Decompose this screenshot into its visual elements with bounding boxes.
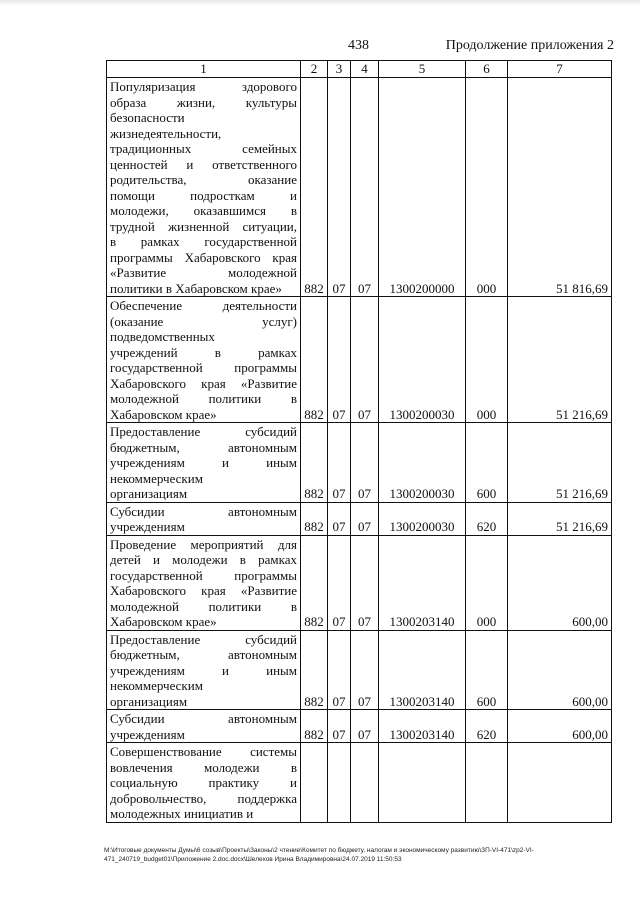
description-line: политики в Хабаровском крае» bbox=[110, 280, 282, 296]
table-row bbox=[107, 78, 612, 297]
page-number: 438 bbox=[348, 38, 369, 53]
footer-line: М:\Итоговые документы Думы\6 созыв\Проекты\Законы\2 чтение\Комитет по бюджету, налогам и экономическому развитию\ЗП-VI-471\zp2-VI- bbox=[104, 847, 534, 854]
section-code: 07 bbox=[328, 710, 351, 743]
description-line: некоммерческим bbox=[110, 678, 203, 693]
description-line: Предоставление субсидий bbox=[110, 424, 297, 439]
footer-line: 471_240719_budget01\Приложение 2.doc.docx\Шелехов Ирина Владимировна\24.07.2019 11:50:53 bbox=[104, 856, 402, 863]
description-line: молодежной политики в bbox=[110, 598, 297, 614]
section-code: 07 bbox=[328, 297, 351, 423]
table-header-row bbox=[107, 61, 612, 78]
description-line: бюджетным, автономным bbox=[110, 439, 297, 455]
description-line: учреждениям bbox=[110, 519, 185, 534]
description-line: традиционных семейных bbox=[110, 141, 297, 156]
amount: 51 216,69 bbox=[508, 297, 612, 423]
description-line: помощи подросткам и bbox=[110, 187, 297, 203]
description-line: организациям bbox=[110, 486, 188, 501]
target-article-code: 1300200030 bbox=[379, 502, 466, 535]
description-line: Хабаровского края «Развитие bbox=[110, 375, 297, 391]
description-line: Совершенствование системы bbox=[110, 744, 297, 759]
expense-type-code: 000 bbox=[466, 78, 508, 297]
admin-code: 882 bbox=[301, 78, 328, 297]
table-row bbox=[107, 630, 612, 710]
expense-type-code: 600 bbox=[466, 423, 508, 503]
description-line: жизнедеятельности, bbox=[110, 125, 222, 141]
amount: 600,00 bbox=[508, 630, 612, 710]
continuation-label: Продолжение приложения 2 bbox=[445, 38, 614, 53]
expense-type-code: 000 bbox=[466, 535, 508, 630]
description-line: «Развитие молодежной bbox=[110, 265, 297, 280]
column-header: 1 bbox=[107, 61, 301, 78]
target-article-code: 1300200030 bbox=[379, 423, 466, 503]
amount bbox=[508, 743, 612, 823]
description-line: молодежных инициатив и bbox=[110, 806, 254, 821]
row-description bbox=[107, 297, 301, 423]
description-line: образа жизни, культуры bbox=[110, 94, 297, 110]
description-line: Обеспечение деятельности bbox=[110, 298, 297, 313]
description-line: Популяризация здорового bbox=[110, 79, 297, 94]
description-line: организациям bbox=[110, 693, 188, 709]
admin-code bbox=[301, 743, 328, 823]
description-line: Хабаровском крае» bbox=[110, 406, 217, 422]
amount: 51 816,69 bbox=[508, 78, 612, 297]
description-line: некоммерческим bbox=[110, 470, 203, 486]
section-code: 07 bbox=[328, 78, 351, 297]
column-header: 7 bbox=[508, 61, 612, 78]
row-description bbox=[107, 710, 301, 743]
description-line: бюджетным, автономным bbox=[110, 647, 297, 662]
expense-type-code: 600 bbox=[466, 630, 508, 710]
description-line: безопасности bbox=[110, 110, 185, 125]
description-line: добровольчество, поддержка bbox=[110, 790, 297, 806]
row-description bbox=[107, 743, 301, 823]
target-article-code: 1300203140 bbox=[379, 535, 466, 630]
amount: 600,00 bbox=[508, 710, 612, 743]
column-header: 2 bbox=[301, 61, 328, 78]
subsection-code: 07 bbox=[351, 78, 379, 297]
description-line: молодежи, оказавшимся в bbox=[110, 203, 297, 218]
description-line: программы Хабаровского края bbox=[110, 249, 297, 265]
amount: 600,00 bbox=[508, 535, 612, 630]
description-line: Субсидии автономным bbox=[110, 711, 297, 726]
admin-code: 882 bbox=[301, 297, 328, 423]
description-line: учреждениям bbox=[110, 726, 185, 742]
admin-code: 882 bbox=[301, 535, 328, 630]
description-line: детей и молодежи в рамках bbox=[110, 552, 297, 567]
scan-top-edge bbox=[0, 0, 640, 6]
description-line: Субсидии автономным bbox=[110, 503, 297, 519]
description-line: Предоставление субсидий bbox=[110, 631, 297, 647]
description-line: родительства, оказание bbox=[110, 172, 297, 187]
target-article-code: 1300200030 bbox=[379, 297, 466, 423]
budget-table bbox=[106, 60, 612, 823]
description-line: в рамках государственной bbox=[110, 234, 297, 249]
description-line: Хабаровском крае» bbox=[110, 614, 217, 629]
target-article-code bbox=[379, 743, 466, 823]
column-header: 3 bbox=[328, 61, 351, 78]
subsection-code: 07 bbox=[351, 423, 379, 503]
description-line: Проведение мероприятий для bbox=[110, 536, 297, 552]
section-code: 07 bbox=[328, 535, 351, 630]
description-line: трудной жизненной ситуации, bbox=[110, 218, 297, 234]
row-description bbox=[107, 630, 301, 710]
admin-code: 882 bbox=[301, 630, 328, 710]
target-article-code: 1300203140 bbox=[379, 710, 466, 743]
expense-type-code: 000 bbox=[466, 297, 508, 423]
column-header: 5 bbox=[379, 61, 466, 78]
subsection-code bbox=[351, 743, 379, 823]
description-line: учреждениям и иным bbox=[110, 662, 297, 678]
admin-code: 882 bbox=[301, 502, 328, 535]
row-description bbox=[107, 502, 301, 535]
description-line: молодежной политики в bbox=[110, 391, 297, 406]
table-row bbox=[107, 535, 612, 630]
amount: 51 216,69 bbox=[508, 502, 612, 535]
table-row bbox=[107, 710, 612, 743]
row-description bbox=[107, 78, 301, 297]
subsection-code: 07 bbox=[351, 502, 379, 535]
description-line: государственной программы bbox=[110, 360, 297, 375]
subsection-code: 07 bbox=[351, 297, 379, 423]
subsection-code: 07 bbox=[351, 630, 379, 710]
row-description bbox=[107, 423, 301, 503]
file-path-footer bbox=[104, 846, 614, 864]
admin-code: 882 bbox=[301, 423, 328, 503]
column-header: 6 bbox=[466, 61, 508, 78]
target-article-code: 1300203140 bbox=[379, 630, 466, 710]
description-line: учреждениям и иным bbox=[110, 455, 297, 470]
section-code: 07 bbox=[328, 630, 351, 710]
amount: 51 216,69 bbox=[508, 423, 612, 503]
description-line: учреждений в рамках bbox=[110, 344, 297, 360]
section-code: 07 bbox=[328, 502, 351, 535]
row-description bbox=[107, 535, 301, 630]
subsection-code: 07 bbox=[351, 710, 379, 743]
table-row bbox=[107, 743, 612, 823]
description-line: (оказание услуг) bbox=[110, 313, 297, 329]
section-code: 07 bbox=[328, 423, 351, 503]
subsection-code: 07 bbox=[351, 535, 379, 630]
description-line: вовлечения молодежи в bbox=[110, 759, 297, 775]
table-row bbox=[107, 502, 612, 535]
expense-type-code: 620 bbox=[466, 502, 508, 535]
description-line: ценностей и ответственного bbox=[110, 156, 297, 172]
target-article-code: 1300200000 bbox=[379, 78, 466, 297]
description-line: подведомственных bbox=[110, 329, 215, 344]
section-code bbox=[328, 743, 351, 823]
description-line: социальную практику и bbox=[110, 775, 297, 790]
description-line: Хабаровского края «Развитие bbox=[110, 583, 297, 598]
expense-type-code: 620 bbox=[466, 710, 508, 743]
admin-code: 882 bbox=[301, 710, 328, 743]
table-row bbox=[107, 297, 612, 423]
column-header: 4 bbox=[351, 61, 379, 78]
description-line: государственной программы bbox=[110, 567, 297, 583]
table-row bbox=[107, 423, 612, 503]
expense-type-code bbox=[466, 743, 508, 823]
